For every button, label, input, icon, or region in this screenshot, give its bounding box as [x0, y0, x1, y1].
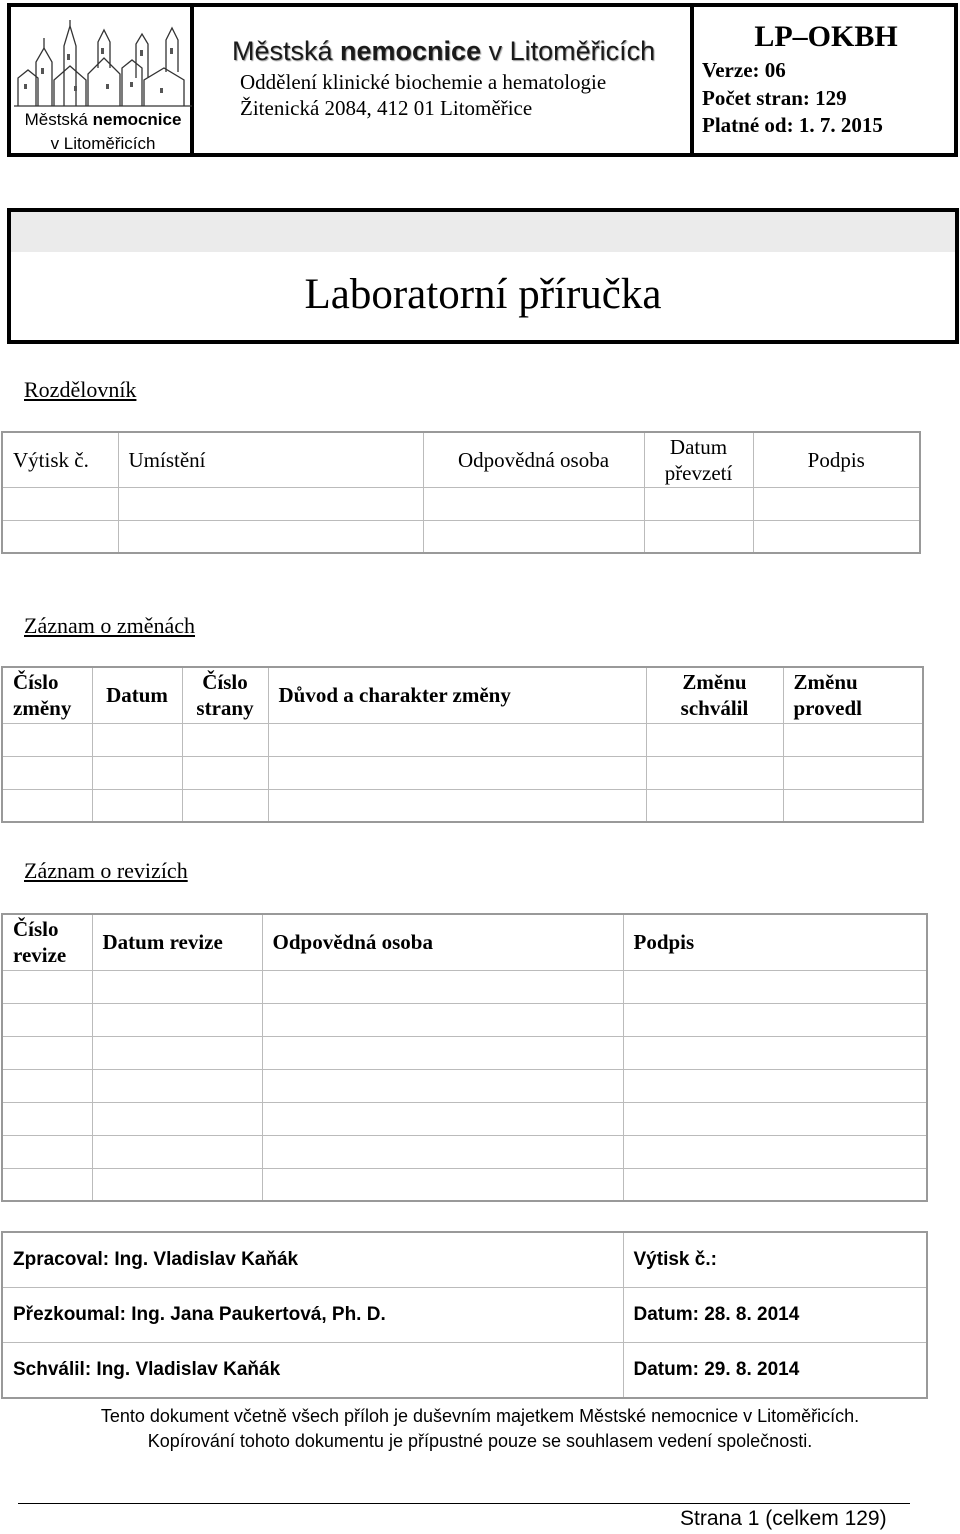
column-header: Odpovědná osoba — [423, 432, 644, 487]
reviewed-by: Přezkoumal: Ing. Jana Paukertová, Ph. D. — [2, 1287, 623, 1342]
column-header: Číslo změny — [2, 667, 92, 723]
table-cell[interactable] — [646, 723, 783, 756]
table-cell[interactable] — [644, 487, 753, 520]
logo-caption-part: Městská — [24, 110, 93, 129]
table-cell[interactable] — [92, 1036, 262, 1069]
table-cell[interactable] — [623, 970, 927, 1003]
column-header: Číslo revize — [2, 914, 92, 970]
table-cell[interactable] — [2, 756, 92, 789]
revisions-heading: Záznam o revizích — [24, 858, 188, 883]
table-row — [2, 487, 920, 520]
table-row — [2, 1069, 927, 1102]
copyright-note-line2: Kopírování tohoto dokumentu je přípustné pouze se souhlasem vedení společnosti. — [147, 1431, 813, 1451]
table-cell[interactable] — [2, 789, 92, 822]
table-cell[interactable] — [92, 1003, 262, 1036]
table-cell[interactable] — [92, 789, 182, 822]
table-row — [2, 1342, 927, 1398]
hospital-name-part-bold: nemocnice — [340, 36, 482, 66]
hospital-name-part: v Litoměřicích — [481, 36, 656, 66]
column-header: Podpis — [753, 432, 920, 487]
table-cell[interactable] — [646, 789, 783, 822]
table-cell[interactable] — [182, 789, 268, 822]
table-cell[interactable] — [2, 1135, 92, 1168]
reviewed-date: Datum: 28. 8. 2014 — [623, 1287, 927, 1342]
table-cell[interactable] — [118, 487, 423, 520]
table-cell[interactable] — [623, 1168, 927, 1201]
table-cell[interactable] — [623, 1069, 927, 1102]
title-band — [11, 212, 955, 252]
table-row — [2, 723, 923, 756]
column-header: Důvod a charakter změny — [268, 667, 646, 723]
approved-date: Datum: 29. 8. 2014 — [623, 1342, 927, 1398]
revisions-table — [1, 913, 928, 1202]
signoff-table — [1, 1231, 928, 1399]
table-cell[interactable] — [783, 789, 923, 822]
document-valid-from: Platné od: 1. 7. 2015 — [702, 113, 883, 137]
table-cell[interactable] — [268, 789, 646, 822]
logo-caption-part-bold: nemocnice — [92, 110, 182, 129]
table-cell[interactable] — [262, 1135, 623, 1168]
table-cell[interactable] — [423, 520, 644, 553]
table-row — [2, 1135, 927, 1168]
table-row — [2, 1003, 927, 1036]
table-cell[interactable] — [2, 970, 92, 1003]
copy-number: Výtisk č.: — [623, 1232, 927, 1287]
table-cell[interactable] — [423, 487, 644, 520]
table-cell[interactable] — [262, 1069, 623, 1102]
table-cell[interactable] — [92, 1168, 262, 1201]
table-row — [2, 520, 920, 553]
column-header: Datum revize — [92, 914, 262, 970]
table-cell[interactable] — [646, 756, 783, 789]
table-cell[interactable] — [623, 1102, 927, 1135]
column-header: Změnu provedl — [783, 667, 923, 723]
table-row — [2, 1036, 927, 1069]
table-cell[interactable] — [92, 970, 262, 1003]
document-version: Verze: 06 — [702, 58, 786, 82]
table-cell[interactable] — [268, 723, 646, 756]
table-cell[interactable] — [262, 1102, 623, 1135]
distribution-heading: Rozdělovník — [24, 377, 137, 402]
table-cell[interactable] — [2, 723, 92, 756]
approved-by: Schválil: Ing. Vladislav Kaňák — [2, 1342, 623, 1398]
table-cell[interactable] — [262, 1003, 623, 1036]
table-row — [2, 756, 923, 789]
column-header: Číslo strany — [182, 667, 268, 723]
table-cell[interactable] — [623, 1135, 927, 1168]
column-header: Datum — [92, 667, 182, 723]
table-row — [2, 970, 927, 1003]
page-number: Strana 1 (celkem 129) — [680, 1507, 887, 1530]
table-cell[interactable] — [118, 520, 423, 553]
column-header: Datum převzetí — [644, 432, 753, 487]
hospital-logo-icon — [14, 18, 192, 108]
column-header: Výtisk č. — [2, 432, 118, 487]
distribution-table — [1, 431, 921, 554]
table-cell[interactable] — [92, 723, 182, 756]
table-cell[interactable] — [783, 723, 923, 756]
table-cell[interactable] — [182, 756, 268, 789]
table-row — [2, 1287, 927, 1342]
table-cell[interactable] — [644, 520, 753, 553]
table-cell[interactable] — [2, 487, 118, 520]
table-header-row — [2, 914, 927, 970]
column-header: Umístění — [118, 432, 423, 487]
hospital-name-part: Městská — [232, 36, 341, 66]
hospital-name — [232, 36, 655, 67]
table-cell[interactable] — [753, 487, 920, 520]
table-cell[interactable] — [2, 520, 118, 553]
copyright-note-line1: Tento dokument včetně všech příloh je duševním majetkem Městské nemocnice v Litoměřicích. — [100, 1406, 860, 1426]
column-header: Změnu schválil — [646, 667, 783, 723]
table-cell[interactable] — [2, 1102, 92, 1135]
department-name: Oddělení klinické biochemie a hematologie — [240, 70, 607, 94]
table-cell[interactable] — [753, 520, 920, 553]
prepared-by: Zpracoval: Ing. Vladislav Kaňák — [2, 1232, 623, 1287]
table-cell[interactable] — [623, 1036, 927, 1069]
table-cell[interactable] — [92, 1069, 262, 1102]
table-header-row — [2, 667, 923, 723]
table-cell[interactable] — [783, 756, 923, 789]
document-page-count: Počet stran: 129 — [702, 86, 847, 110]
table-header-row — [2, 432, 920, 487]
footer-divider — [18, 1503, 910, 1504]
table-row — [2, 789, 923, 822]
table-cell[interactable] — [262, 970, 623, 1003]
table-cell[interactable] — [262, 1168, 623, 1201]
changes-heading: Záznam o změnách — [24, 613, 196, 638]
column-header: Odpovědná osoba — [262, 914, 623, 970]
table-cell[interactable] — [2, 1036, 92, 1069]
table-row — [2, 1102, 927, 1135]
table-cell[interactable] — [92, 1102, 262, 1135]
table-cell[interactable] — [2, 1003, 92, 1036]
logo-caption — [14, 108, 192, 156]
table-row — [2, 1232, 927, 1287]
column-header: Podpis — [623, 914, 927, 970]
table-cell[interactable] — [2, 1069, 92, 1102]
table-cell[interactable] — [2, 1168, 92, 1201]
hospital-address: Žitenická 2084, 412 01 Litoměřice — [240, 96, 533, 120]
table-cell[interactable] — [623, 1003, 927, 1036]
changes-table — [1, 666, 924, 823]
table-cell[interactable] — [92, 1135, 262, 1168]
logo-caption-line2: v Litoměřicích — [50, 134, 156, 153]
table-cell[interactable] — [268, 756, 646, 789]
document-code: LP–OKBH — [754, 20, 898, 53]
table-cell[interactable] — [262, 1036, 623, 1069]
table-row — [2, 1168, 927, 1201]
table-cell[interactable] — [182, 723, 268, 756]
table-cell[interactable] — [92, 756, 182, 789]
document-title: Laboratorní příručka — [304, 271, 662, 318]
